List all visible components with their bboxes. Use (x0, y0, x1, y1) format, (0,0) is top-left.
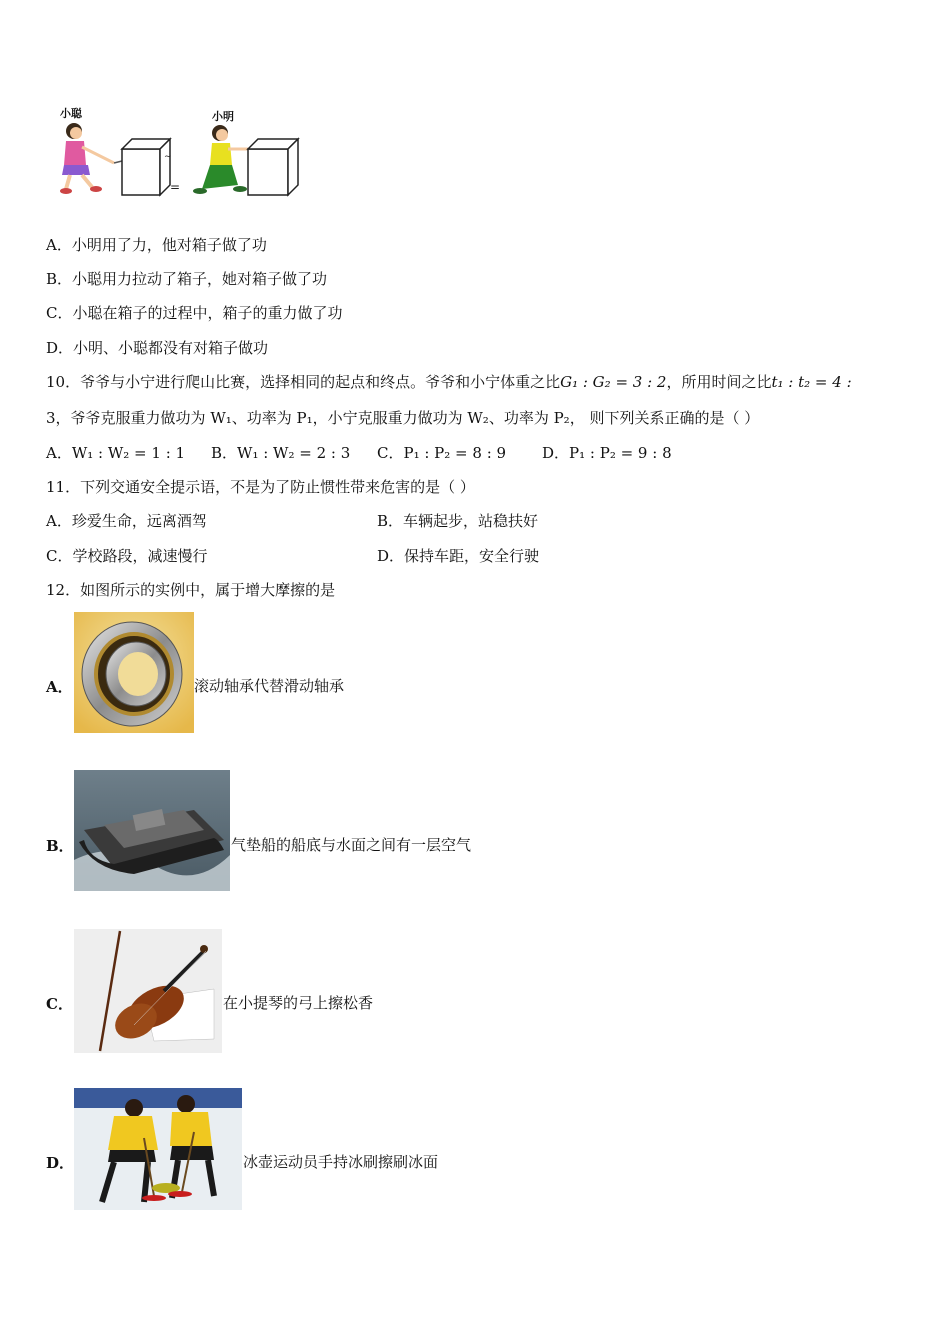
q12-option-a-caption: 滚动轴承代替滑动轴承 (194, 677, 345, 695)
q10-option-d: D．P₁ : P₂ = 9 : 8 (542, 444, 672, 462)
figure-label-xiaoming: 小明 (212, 110, 234, 123)
q10-option-b: B．W₁ : W₂ = 2 : 3 (211, 444, 351, 462)
q12-option-a-letter: A． (46, 678, 73, 696)
hovercraft-image (74, 770, 230, 891)
q12-option-d-caption: 冰壶运动员手持冰刷擦刷冰面 (243, 1153, 439, 1171)
top-figure (52, 105, 304, 199)
violin-image (74, 929, 222, 1053)
svg-text:~: ~ (164, 152, 172, 162)
figure-label-xiaocong: 小聪 (60, 107, 82, 120)
q10-stem-prefix: 10．爷爷与小宁进行爬山比赛，选择相同的起点和终点。爷爷和小宁体重之比 (46, 373, 561, 391)
bearing-image (74, 612, 194, 733)
q12-option-c-caption: 在小提琴的弓上擦松香 (223, 994, 374, 1012)
q10-ratio-weight: G₁ : G₂ = 3 : 2 (560, 373, 667, 391)
q12-option-d-letter: D． (46, 1154, 75, 1172)
q12-option-c-letter: C． (46, 995, 73, 1013)
q9-option-c: C．小聪在箱子的过程中，箱子的重力做了功 (46, 304, 343, 322)
q9-option-b: B．小聪用力拉动了箱子，她对箱子做了功 (46, 270, 328, 288)
q10-option-a: A．W₁ : W₂ = 1 : 1 (46, 444, 186, 462)
q12-option-b-caption: 气垫船的船底与水面之间有一层空气 (231, 836, 472, 854)
q10-stem-line1 (46, 372, 852, 392)
kids-boxes-illustration (52, 119, 304, 199)
q10-stem-line2: 3，爷爷克服重力做功为 W₁、功率为 P₁，小宁克服重力做功为 W₂、功率为 P₂， 则下列关系正确的是（ ） (46, 409, 760, 427)
q11-option-d: D．保持车距，安全行驶 (377, 547, 540, 565)
q11-option-a: A．珍爱生命，远离酒驾 (46, 512, 207, 530)
q11-option-c: C．学校路段，减速慢行 (46, 547, 208, 565)
q11-stem: 11．下列交通安全提示语，不是为了防止惯性带来危害的是（ ） (46, 478, 475, 496)
q10-stem-mid: ，所用时间之比 (666, 373, 772, 391)
q9-option-d: D．小明、小聪都没有对箱子做功 (46, 339, 269, 357)
q10-ratio-time: t₁ : t₂ = 4 : (771, 373, 852, 391)
svg-text:=: = (170, 180, 181, 194)
q12-option-b-letter: B． (46, 837, 74, 855)
q9-option-a: A．小明用了力，他对箱子做了功 (46, 236, 267, 254)
q10-option-c: C．P₁ : P₂ = 8 : 9 (377, 444, 507, 462)
q12-stem: 12．如图所示的实例中，属于增大摩擦的是 (46, 581, 336, 599)
curling-image (74, 1088, 242, 1210)
q11-option-b: B．车辆起步，站稳扶好 (377, 512, 539, 530)
